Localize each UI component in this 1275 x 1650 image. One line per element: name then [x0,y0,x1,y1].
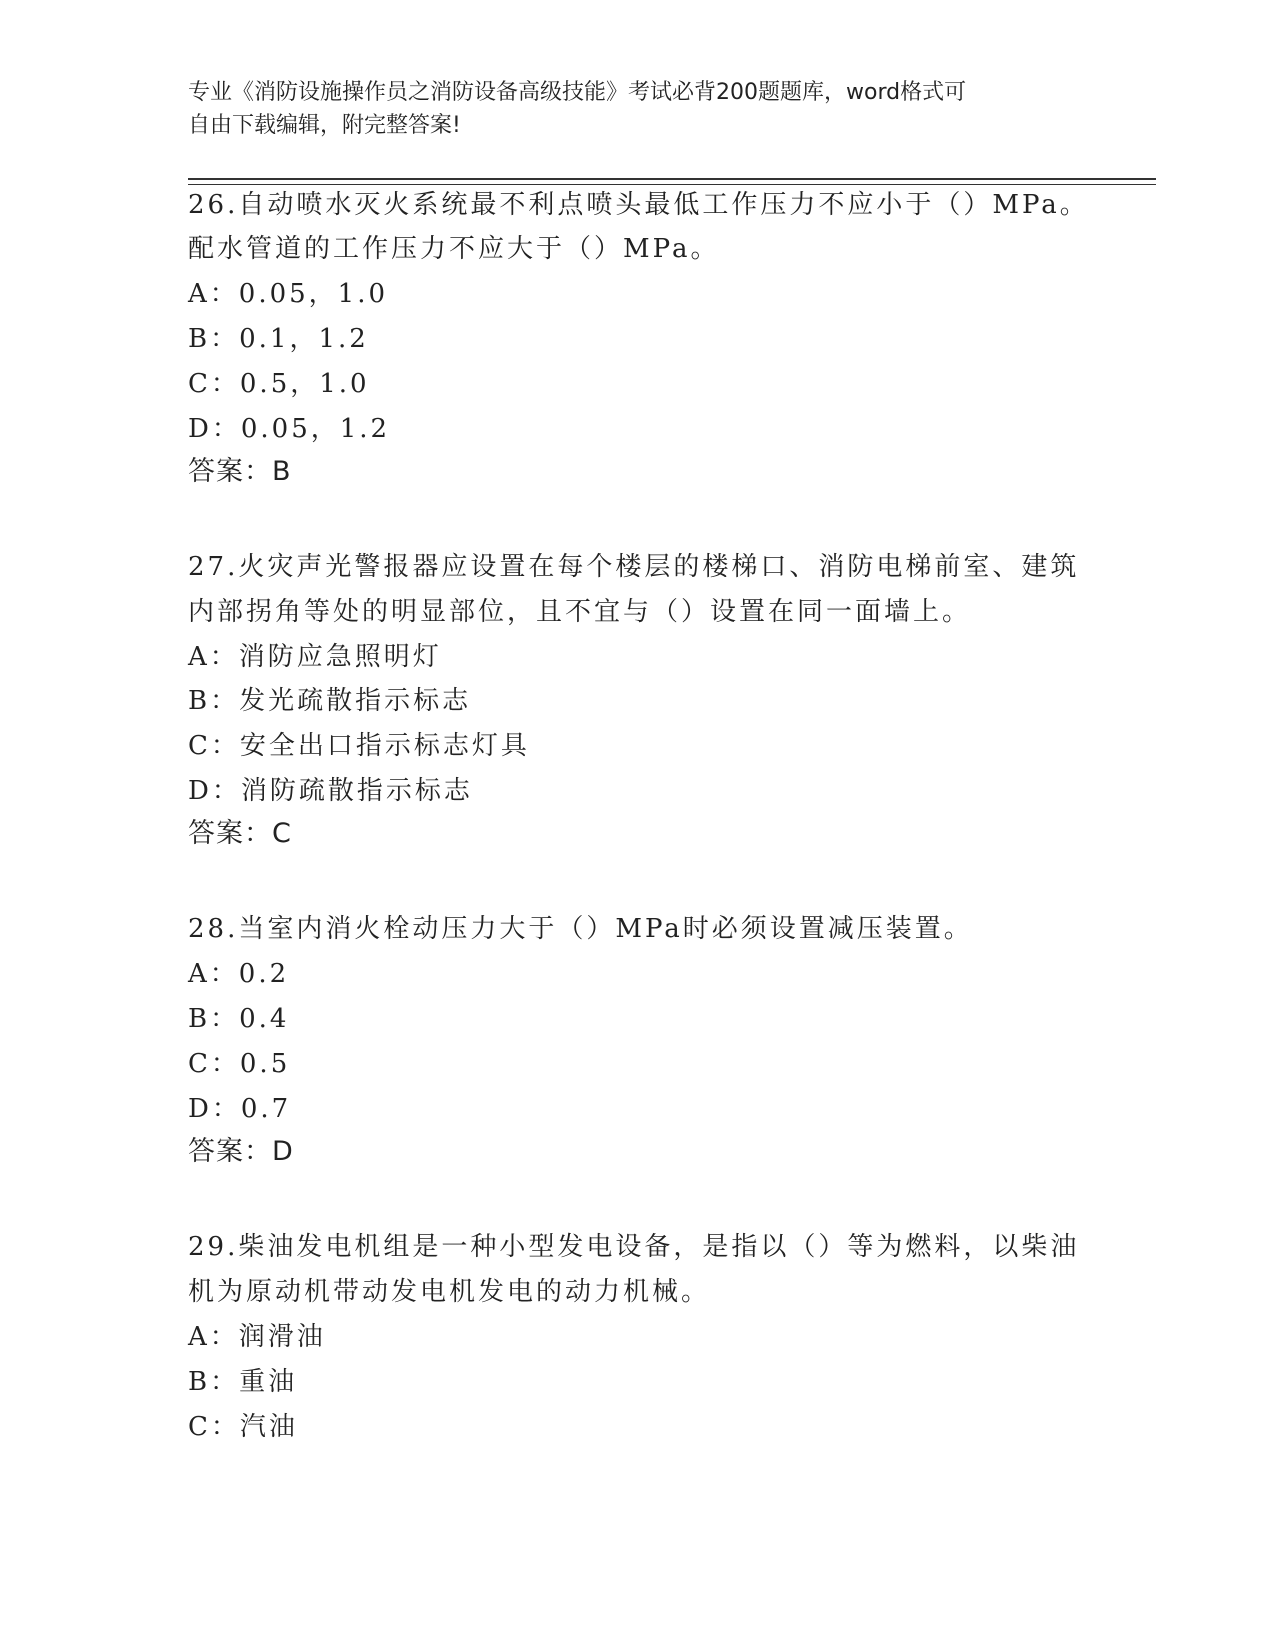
question-27-option-a: A：消防应急照明灯 [188,642,442,672]
question-28-answer: 答案：D [188,1136,294,1167]
question-26-option-c: C：0.5，1.0 [188,369,370,399]
question-28-option-b: B：0.4 [188,1004,290,1034]
question-29-option-b: B：重油 [188,1367,298,1397]
question-27-stem-line-1: 27.火灾声光警报器应设置在每个楼层的楼梯口、消防电梯前室、建筑 [188,552,1080,582]
question-26-stem-line-2: 配水管道的工作压力不应大于（）MPa。 [188,234,720,264]
document-header [188,76,1088,142]
question-29-stem-line-1: 29.柴油发电机组是一种小型发电设备，是指以（）等为燃料，以柴油 [188,1232,1080,1262]
question-29-stem-line-2: 机为原动机带动发电机发电的动力机械。 [188,1277,711,1307]
question-27-answer: 答案：C [188,818,292,849]
question-26-option-a: A：0.05，1.0 [188,279,389,309]
header-line-2: 自由下载编辑，附完整答案! [188,113,461,138]
question-26-stem-line-1: 26.自动喷水灭火系统最不利点喷头最低工作压力不应小于（）MPa。 [188,190,1089,220]
header-divider-thin [188,184,1156,185]
header-line-1: 专业《消防设施操作员之消防设备高级技能》考试必背200题题库，word格式可 [188,80,967,105]
question-26-option-d: D：0.05，1.2 [188,414,391,444]
question-28-stem-line-1: 28.当室内消火栓动压力大于（）MPa时必须设置减压装置。 [188,914,973,944]
question-29-option-c: C：汽油 [188,1412,298,1442]
question-27-stem-line-2: 内部拐角等处的明显部位，且不宜与（）设置在同一面墙上。 [188,597,972,627]
question-28-option-a: A：0.2 [188,959,290,989]
question-27-option-b: B：发光疏散指示标志 [188,686,472,716]
question-28-option-d: D：0.7 [188,1094,292,1124]
header-divider-thick [188,178,1156,180]
question-29-option-a: A：润滑油 [188,1322,326,1352]
question-26-answer: 答案：B [188,456,292,487]
question-28-option-c: C：0.5 [188,1049,291,1079]
question-27-option-d: D：消防疏散指示标志 [188,776,473,806]
question-27-option-c: C：安全出口指示标志灯具 [188,731,530,761]
question-26-option-b: B：0.1，1.2 [188,324,369,354]
